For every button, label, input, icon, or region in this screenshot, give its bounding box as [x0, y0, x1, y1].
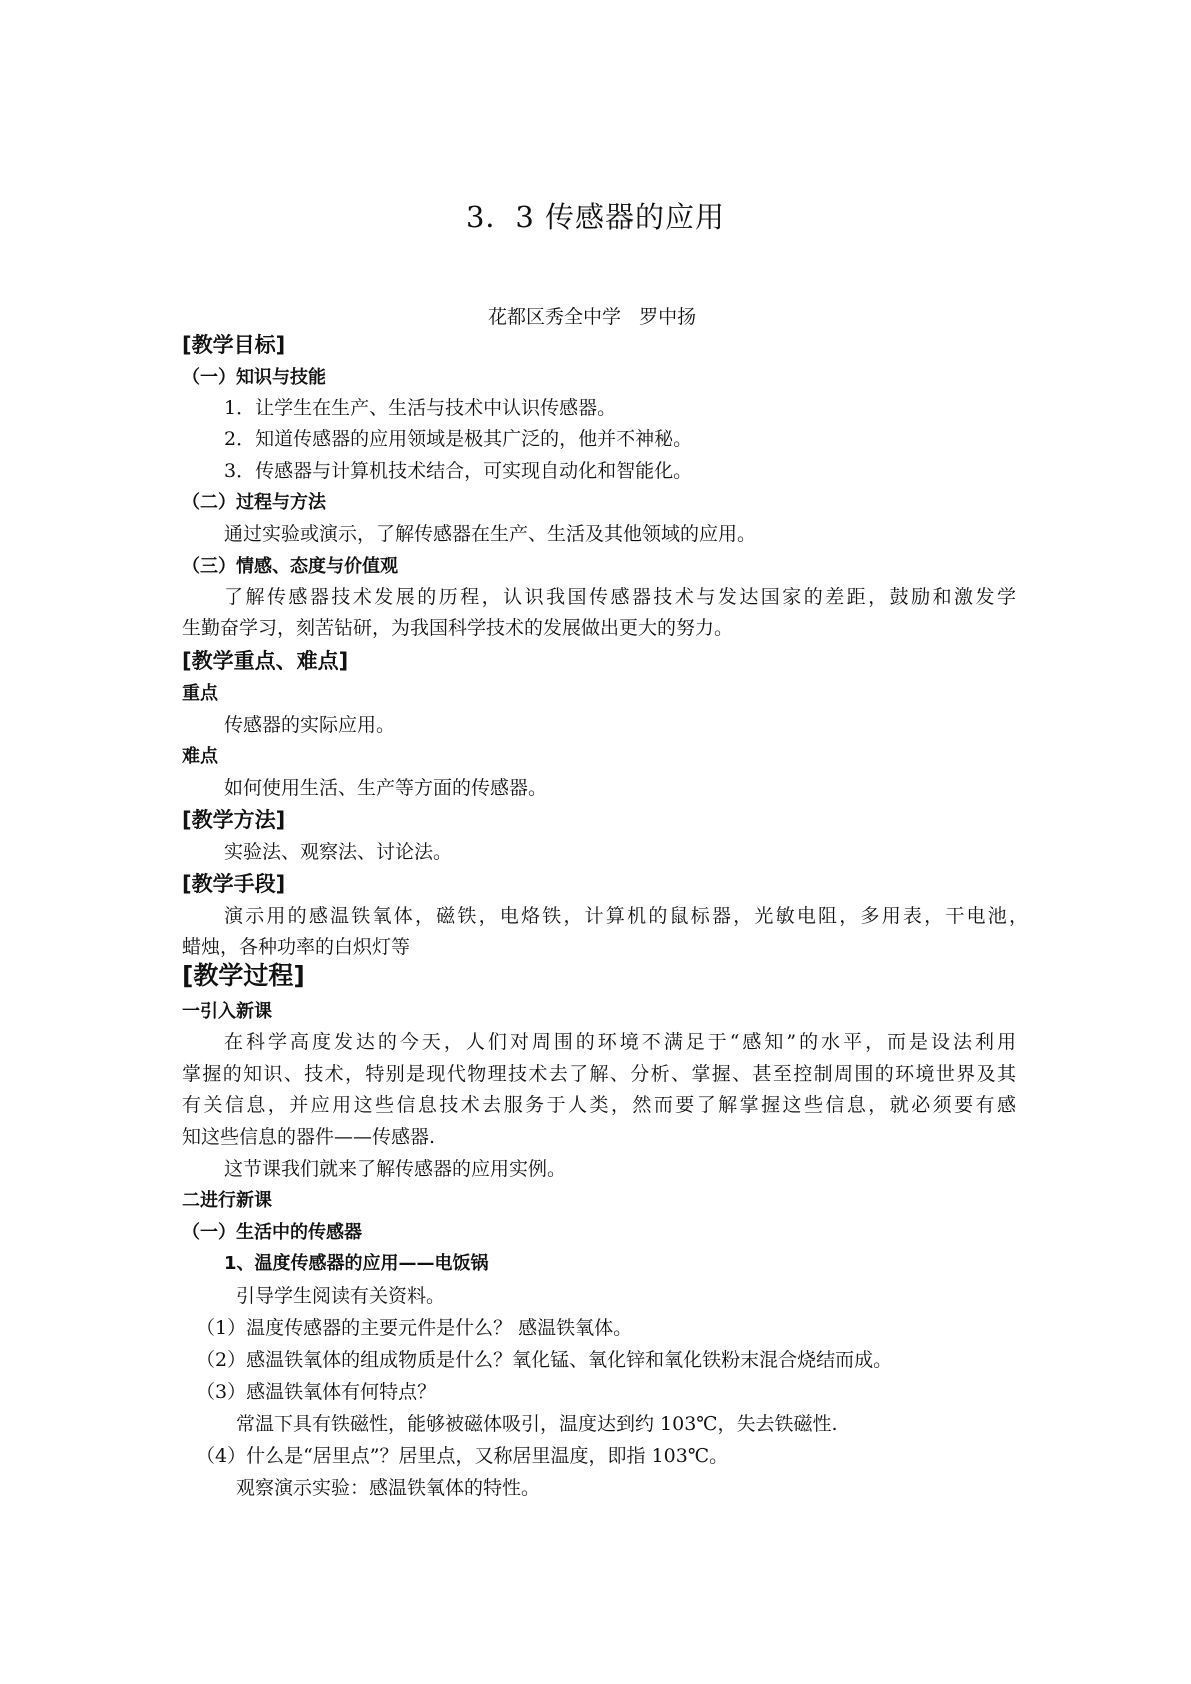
- question-1: （1）温度传感器的主要元件是什么？ 感温铁氧体。: [196, 1317, 633, 1339]
- subheading-emotion-values: （三）情感、态度与价值观: [182, 556, 398, 577]
- heading-teaching-goals: [教学目标]: [182, 333, 286, 357]
- label-key-point: 重点: [182, 683, 218, 704]
- heading-teaching-method: [教学方法]: [182, 808, 286, 832]
- author-line: 花都区秀全中学 罗中扬: [488, 306, 697, 328]
- teaching-means-text-1: 演示用的感温铁氧体，磁铁，电烙铁，计算机的鼠标器，光敏电阻，多用表，干电池，: [224, 905, 1028, 927]
- item-rice-cooker-heading: 1、温度传感器的应用——电饭锅: [224, 1253, 489, 1274]
- heading-key-points: [教学重点、难点]: [182, 649, 349, 673]
- teaching-means-text-2: 蜡烛，各种功率的白炽灯等: [182, 936, 411, 958]
- document-title: 3．3 传感器的应用: [465, 200, 726, 234]
- question-3-answer: 常温下具有铁磁性，能够被磁体吸引，温度达到约 103℃，失去铁磁性.: [236, 1413, 838, 1435]
- process-method-text: 通过实验或演示，了解传感器在生产、生活及其他领域的应用。: [224, 523, 757, 545]
- intro-conclusion: 这节课我们就来了解传感器的应用实例。: [224, 1158, 567, 1180]
- guide-text: 引导学生阅读有关资料。: [236, 1285, 446, 1307]
- heading-teaching-means: [教学手段]: [182, 872, 286, 896]
- observe-experiment: 观察演示实验：感温铁氧体的特性。: [236, 1477, 541, 1499]
- intro-line-3: 有关信息，并应用这些信息技术去服务于人类，然而要了解掌握这些信息，就必须要有感: [182, 1094, 1016, 1116]
- label-introduction: 一引入新课: [182, 1001, 272, 1022]
- question-3: （3）感温铁氧体有何特点？: [196, 1381, 437, 1403]
- goal-item-1: 1．让学生在生产、生活与技术中认识传感器。: [224, 397, 617, 419]
- teaching-method-text: 实验法、观察法、讨论法。: [224, 841, 453, 863]
- emotion-values-text-1: 了解传感器技术发展的历程，认识我国传感器技术与发达国家的差距，鼓励和激发学: [224, 586, 1016, 608]
- subheading-knowledge-skills: （一）知识与技能: [182, 367, 326, 388]
- key-point-text: 传感器的实际应用。: [224, 714, 396, 736]
- subheading-sensors-in-life: （一）生活中的传感器: [182, 1222, 362, 1243]
- label-difficult-point: 难点: [182, 746, 218, 767]
- intro-line-4: 知这些信息的器件——传感器.: [182, 1126, 436, 1148]
- emotion-values-text-2: 生勤奋学习，刻苦钻研，为我国科学技术的发展做出更大的努力。: [182, 617, 734, 639]
- subheading-process-method: （二）过程与方法: [182, 492, 326, 513]
- label-new-lesson: 二进行新课: [182, 1190, 272, 1211]
- heading-teaching-process: [教学过程]: [182, 961, 305, 990]
- goal-item-3: 3．传感器与计算机技术结合，可实现自动化和智能化。: [224, 460, 693, 482]
- difficult-point-text: 如何使用生活、生产等方面的传感器。: [224, 777, 548, 799]
- intro-line-2: 掌握的知识、技术，特别是现代物理技术去了解、分析、掌握、甚至控制周围的环境世界及其: [182, 1063, 1016, 1085]
- intro-line-1: 在科学高度发达的今天，人们对周围的环境不满足于“感知”的水平，而是设法利用: [224, 1031, 1016, 1053]
- goal-item-2: 2．知道传感器的应用领域是极其广泛的，他并不神秘。: [224, 428, 693, 450]
- question-2: （2）感温铁氧体的组成物质是什么？氧化锰、氧化锌和氧化铁粉末混合烧结而成。: [196, 1349, 893, 1371]
- question-4: （4）什么是“居里点”？居里点，又称居里温度，即指 103℃。: [196, 1445, 729, 1467]
